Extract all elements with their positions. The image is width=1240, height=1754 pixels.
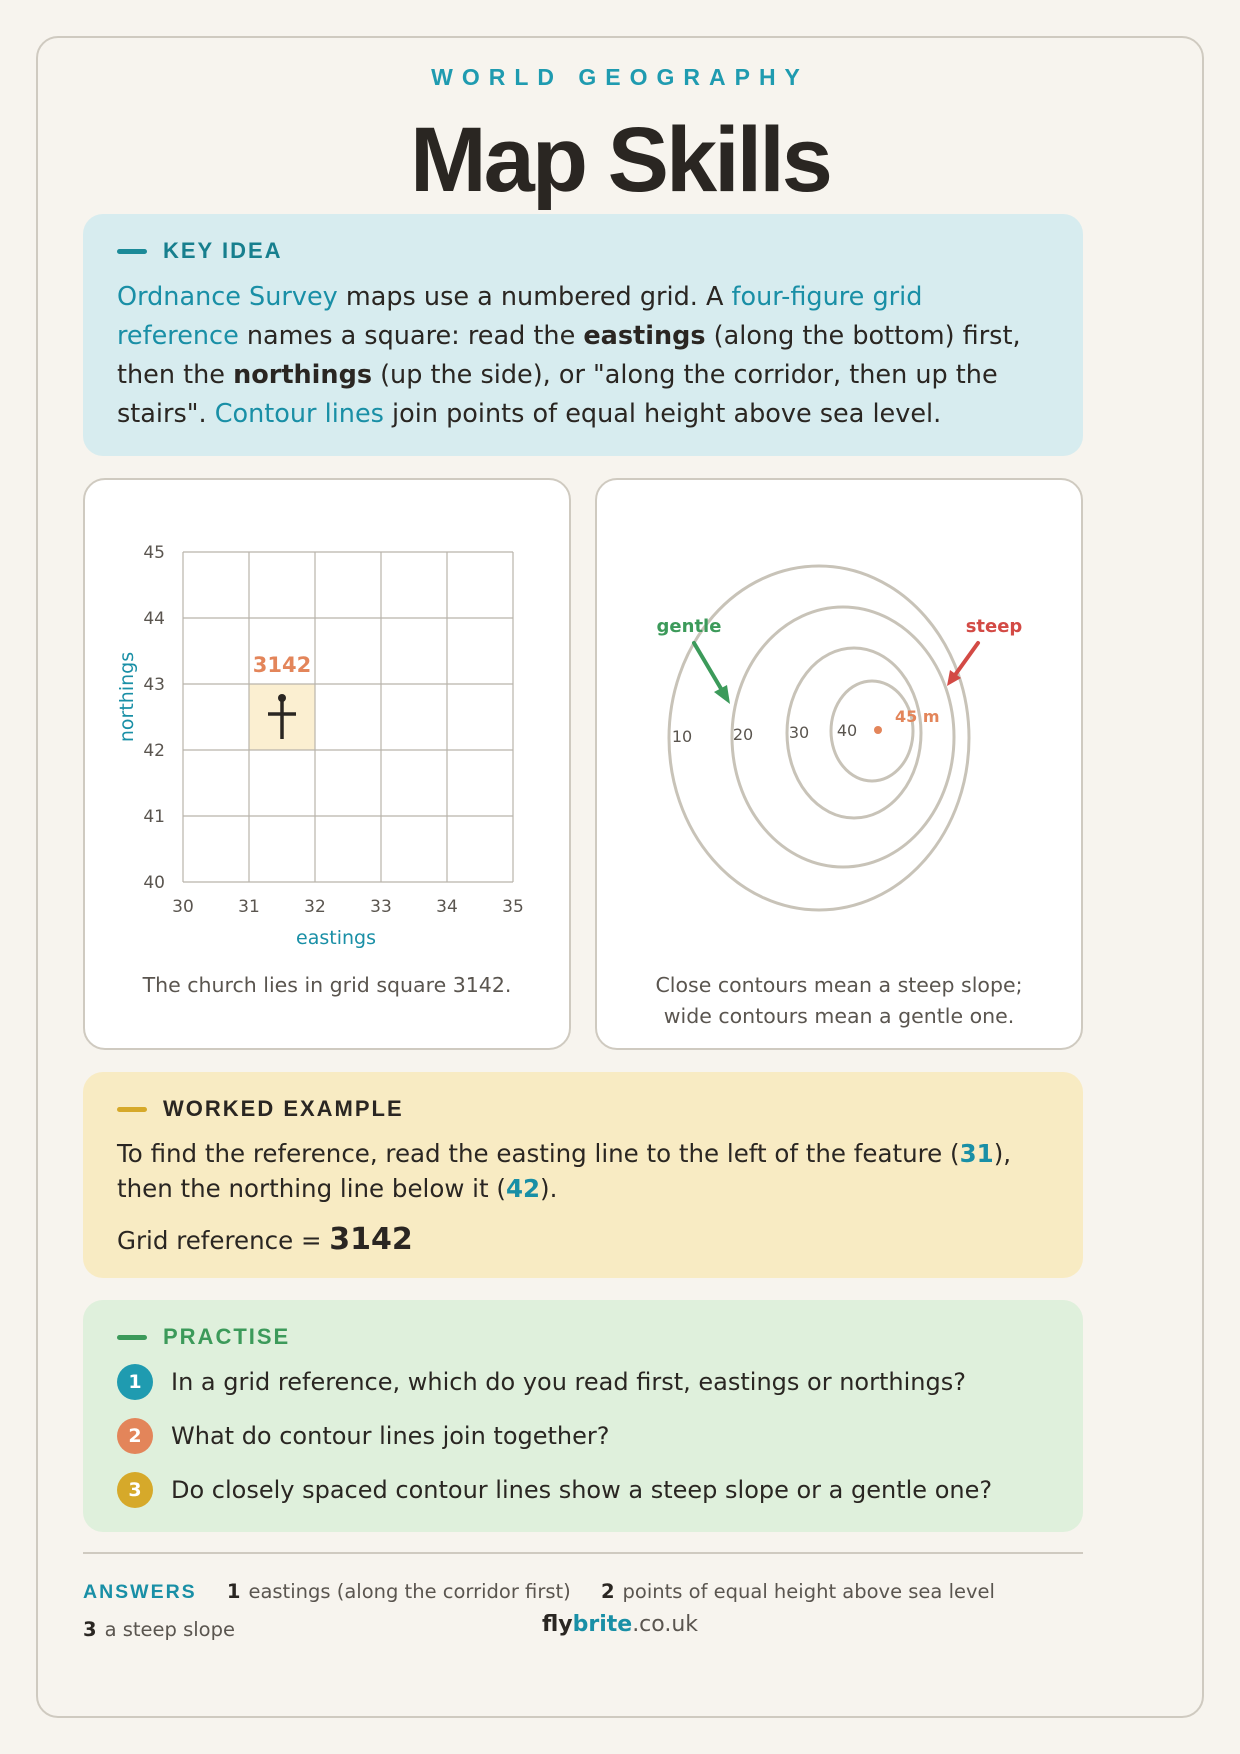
key-text-run: names a square: read the [238,321,584,351]
term-northings: northings [233,360,372,390]
worked-text-run: ), then the northing line below it ( [117,1139,1012,1203]
practise-heading [117,1324,290,1350]
grid-reference-card [83,478,571,1050]
key-idea-heading [117,238,283,264]
question-number-badge: 1 [117,1364,153,1400]
x-tick-label: 33 [370,897,392,917]
question-number-badge: 2 [117,1418,153,1454]
worked-text-run: ). [540,1174,558,1203]
contour-label-30: 30 [788,723,810,742]
question-text: What do contour lines join together? [171,1422,610,1450]
answer-text: a steep slope [104,1618,235,1641]
steep-label: steep [965,616,1023,637]
grid-diagram [85,480,573,960]
summit-label: 45 m [895,707,940,726]
y-tick-label: 40 [143,873,165,893]
question-2 [117,1418,610,1454]
key-text-run: join points of equal height above sea level. [383,399,942,429]
brand-logo [0,1612,1240,1637]
answer-item [227,1580,571,1603]
term-ordnance-survey: Ordnance Survey [117,282,338,312]
question-text: In a grid reference, which do you read first, eastings or northings? [171,1368,966,1396]
key-text-run: (along the bottom) first, then the [117,321,1021,390]
contour-caption-line1: Close contours mean a steep slope; [655,973,1023,997]
worked-example-panel [83,1072,1083,1278]
worked-example-heading-text: WORKED EXAMPLE [163,1096,404,1121]
contour-caption [607,970,1071,1032]
y-tick-label: 41 [143,807,165,827]
gentle-label: gentle [656,616,722,637]
term-grid-reference: four-figure grid reference [117,282,923,351]
practise-panel [83,1300,1083,1532]
dash-icon [117,1335,147,1340]
term-eastings: eastings [583,321,706,351]
question-text: Do closely spaced contour lines show a steep slope or a gentle one? [171,1476,993,1504]
summit-dot [874,726,882,734]
y-tick-label: 43 [143,675,165,695]
divider [83,1552,1083,1554]
contour-card [595,478,1083,1050]
northing-value: 42 [505,1174,541,1203]
brand-part: .co.uk [632,1612,699,1637]
question-3 [117,1472,992,1508]
church-icon [278,694,286,702]
answer-number: 2 [600,1580,615,1603]
practise-heading-text: PRACTISE [163,1324,291,1349]
dash-icon [117,1107,147,1112]
question-number-badge: 3 [117,1472,153,1508]
key-idea-text [117,278,1049,434]
contour-label-20: 20 [732,725,754,744]
answers-section [83,1573,1093,1649]
contour-diagram [597,480,1085,960]
brand-part: brite [572,1612,633,1637]
subject-label: WORLD GEOGRAPHY [431,64,809,90]
grid-reference-label: Grid reference = [117,1226,330,1255]
x-tick-label: 31 [238,897,260,917]
answer-text: eastings (along the corridor first) [248,1580,571,1603]
brand-part: fly [541,1612,573,1637]
question-1 [117,1364,966,1400]
y-tick-label: 42 [143,741,165,761]
x-tick-label: 32 [304,897,326,917]
key-text-run: maps use a numbered grid. A [337,282,732,312]
answer-number: 1 [226,1580,241,1603]
gentle-arrow-icon [694,643,730,704]
key-idea-panel [83,214,1083,456]
grid-reference-value: 3142 [329,1222,413,1257]
dash-icon [117,249,147,254]
key-text-run: (up the side), or "along the corridor, then up the stairs". [117,360,998,429]
worked-example-heading [117,1096,404,1122]
grid-caption: The church lies in grid square 3142. [142,973,512,997]
easting-value: 31 [959,1139,994,1168]
worked-text-run: To find the reference, read the easting line to the left of the feature ( [117,1139,960,1168]
answer-item [601,1580,995,1603]
y-axis-label: northings [116,651,138,743]
grid-square-label: 3142 [252,653,312,677]
x-axis-label: eastings [296,927,376,949]
contour-caption-line2: wide contours mean a gentle one. [663,1004,1015,1028]
contour-label-10: 10 [671,727,693,746]
contour-label-40: 40 [836,721,858,740]
worked-example-text [117,1136,1053,1206]
term-contour-lines: Contour lines [214,399,384,429]
answer-text: points of equal height above sea level [622,1580,995,1603]
x-tick-label: 35 [502,897,524,917]
grid-reference-result [117,1222,413,1257]
y-tick-label: 44 [143,609,165,629]
answers-label: ANSWERS [83,1581,197,1603]
x-tick-label: 30 [172,897,194,917]
x-tick-label: 34 [436,897,458,917]
steep-arrow-icon [947,643,978,686]
page-title: Map Skills [410,109,830,211]
y-tick-label: 45 [143,543,165,563]
key-idea-heading-text: KEY IDEA [163,238,283,263]
answer-number: 3 [83,1618,97,1641]
